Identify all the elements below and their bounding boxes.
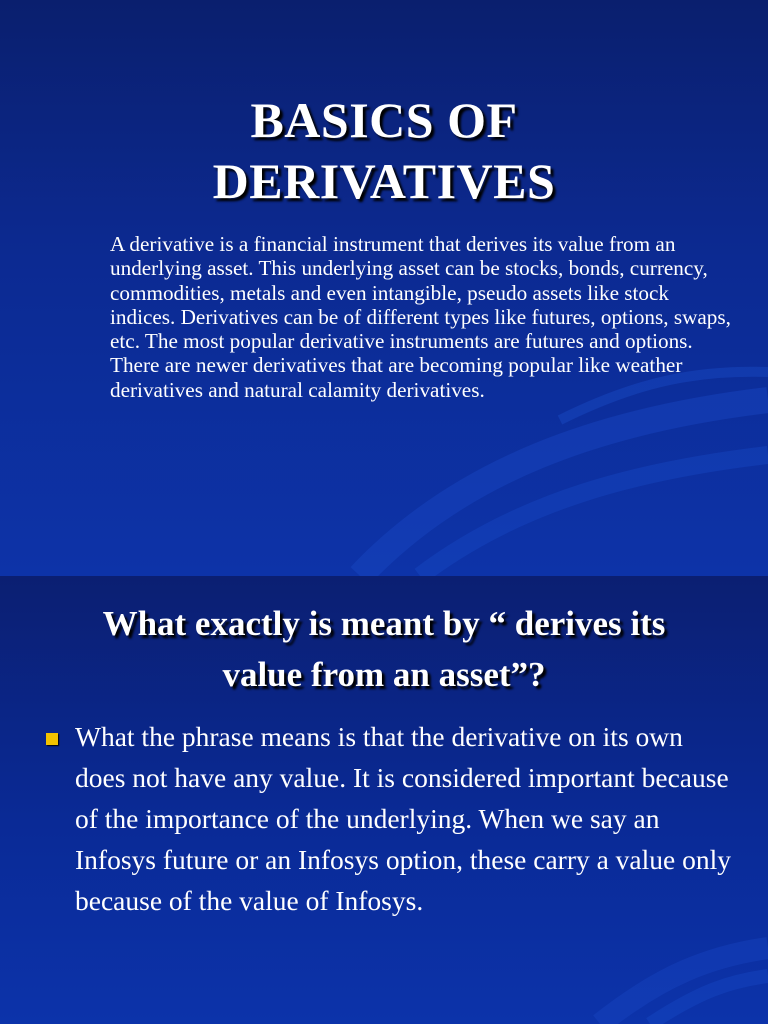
slide-title-line-1: BASICS OF xyxy=(250,92,518,148)
slide-title xyxy=(0,90,768,212)
definition-paragraph: A derivative is a financial instrument that derives its value from an underlying asset. This underlying asset can be stocks, bonds, currency, commodities, metals and even intangible, pseudo assets like stock indices. Derivatives can be of different types like futures, options, swaps, etc. The most popular derivative instruments are futures and options. There are newer derivatives that are becoming popular like weather derivatives and natural calamity derivatives. xyxy=(110,232,731,402)
slide-title xyxy=(20,598,748,700)
slide-title-line-2: value from an asset”? xyxy=(222,655,546,694)
slide-title-line-2: DERIVATIVES xyxy=(212,153,556,209)
square-bullet-icon xyxy=(46,733,58,745)
slide-title-line-1: What exactly is meant by “ derives its xyxy=(102,604,666,643)
slide-2 xyxy=(0,576,768,1024)
bullet-text: What the phrase means is that the derivative on its own does not have any value. It is considered important because of the importance of the underlying. When we say an Infosys future or an Infosys option, these carry a value only because of the value of Infosys. xyxy=(75,721,731,916)
